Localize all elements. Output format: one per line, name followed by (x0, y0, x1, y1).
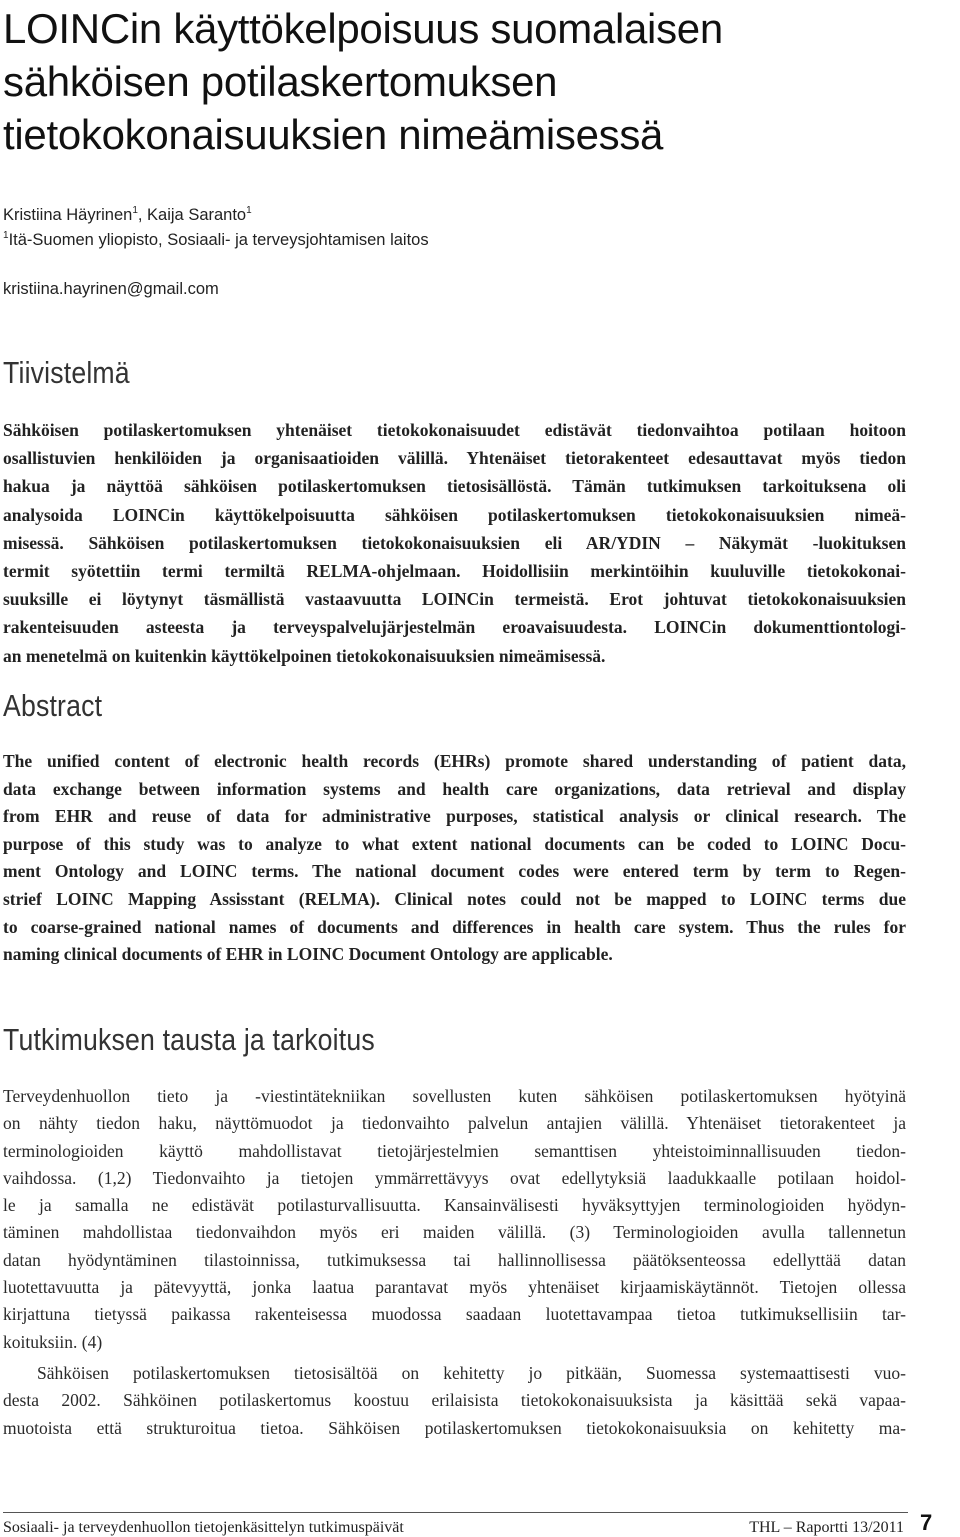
text-line: kirjattuna tietyssä paikassa rakenteisessa muodossa saadaan luotettavampaa tietoa tutkimuksellisiin tar- (3, 1304, 906, 1325)
text-line: to coarse-grained national names of documents and differences in health care system. Thus the rules for (3, 916, 906, 937)
text-line: muotoista että strukturoitua tietoa. Sähköisen potilaskertomuksen tietokokonaisuuksia on kehitetty ma- (3, 1417, 906, 1438)
text-line: koituksiin. (4) (3, 1331, 103, 1352)
title-line: sähköisen potilaskertomuksen (3, 58, 558, 105)
author-name: Kristiina Häyrinen (3, 206, 133, 224)
section-heading-abstract: Abstract (3, 688, 103, 723)
author-email[interactable]: kristiina.hayrinen@gmail.com (3, 280, 219, 298)
author-separator: , (137, 206, 148, 224)
text-line: Sähköisen potilaskertomuksen tietosisältöä on kehitetty jo pitkään, Suomessa systemaattisesti vuo- (37, 1363, 906, 1383)
text-line: osallistuvien henkilöiden ja organisaatioiden välillä. Yhtenäiset tietorakenteet edesauttavat myös tiedon (3, 448, 906, 469)
text-line: strief LOINC Mapping Assisstant (RELMA). Clinical notes could not be mapped to LOINC terms due (3, 888, 906, 909)
text-line: Terveydenhuollon tieto ja -viestintätekniikan sovellusten kuten sähköisen potilaskertomuksen hyötyinä (3, 1086, 906, 1106)
title-line: tietokokonaisuuksien nimeämisessä (3, 111, 664, 158)
text-line: data exchange between information systems and health care organizations, data retrieval and display (3, 778, 906, 799)
section-heading-tiivistelma: Tiivistelmä (3, 355, 130, 390)
text-line: naming clinical documents of EHR in LOINC Document Ontology are applicable. (3, 944, 613, 965)
affiliation-marker: 1 (3, 230, 9, 241)
text-line: termit syötettiin termi termiltä RELMA-ohjelmaan. Hoidollisiin merkintöihin kuuluville tietokokonai- (3, 561, 906, 582)
text-line: The unified content of electronic health records (EHRs) promote shared understanding of patient data, (3, 751, 906, 771)
author-affiliation-marker: 1 (132, 205, 138, 216)
author-name: Kaija Saranto (147, 206, 247, 224)
affiliation-text: Itä-Suomen yliopisto, Sosiaali- ja terveysjohtamisen laitos (8, 231, 429, 249)
body-paragraph-2 (3, 1360, 906, 1442)
text-line: terminologioiden käyttö mahdollistavat tietojärjestelmien semanttisen yhteistoiminnallisuuden tiedon- (3, 1140, 906, 1161)
paper-title (3, 2, 903, 161)
text-line: desta 2002. Sähköinen potilaskertomus koostuu erilaisista tietokokonaisuuksista ja käsittää sekä vapaa- (3, 1390, 906, 1411)
text-line: hakua ja näyttöä sähköisen potilaskertomuksen tietosisällöstä. Tämän tutkimuksen tarkoituksena oli (3, 476, 906, 497)
text-line: vaihdossa. (1,2) Tiedonvaihto ja tietojen ymmärrettävyys ovat edellytyksiä laadukkaalle potilaan hoidol- (3, 1167, 906, 1188)
text-line: on nähty tiedon haku, näyttömuodot ja tiedonvaihto palvelun antajien välillä. Yhtenäiset tietorakenteet ja (3, 1113, 906, 1134)
title-line: LOINCin käyttökelpoisuus suomalaisen (3, 5, 723, 52)
text-line: ment Ontology and LOINC terms. The national document codes were entered term by term to Regen- (3, 861, 906, 882)
body-paragraph-1 (3, 1083, 906, 1356)
text-line: suuksille ei löytynyt täsmällistä vastaavuutta LOINCin termeistä. Erot johtuvat tietokokonaisuuksien (3, 589, 906, 610)
finnish-abstract (3, 416, 906, 670)
author-names (3, 203, 429, 228)
text-line: luotettavuutta ja pätevyyttä, jonka laatua parantavat myös yhtenäiset kirjaamiskäytännöt. Tietojen ollessa (3, 1277, 906, 1298)
section-heading-tausta: Tutkimuksen tausta ja tarkoitus (3, 1022, 375, 1057)
text-line: Sähköisen potilaskertomuksen yhtenäiset tietokokonaisuudet edistävät tiedonvaihtoa potilaan hoitoon (3, 420, 906, 440)
footer-report: THL – Raportti 13/2011 (749, 1519, 904, 1536)
footer-conference: Sosiaali- ja terveydenhuollon tietojenkäsittelyn tutkimuspäivät (3, 1519, 404, 1536)
footer-divider (3, 1512, 908, 1513)
text-line: an menetelmä on kuitenkin käyttökelpoinen tietokokonaisuuksien nimeämisessä. (3, 645, 606, 666)
english-abstract (3, 748, 906, 969)
text-line: rakenteisuuden asteesta ja terveyspalvelujärjestelmän eroavaisuudesta. LOINCin dokumenttiontologi- (3, 617, 906, 638)
text-line: from EHR and reuse of data for administrative purposes, statistical analysis or clinical research. The (3, 806, 906, 827)
affiliation (3, 228, 429, 253)
text-line: täminen mahdollistaa tiedonvaihdon myös eri maiden välillä. (3) Terminologioiden avulla tallennetun (3, 1222, 906, 1243)
text-line: le ja samalla ne edistävät potilasturvallisuutta. Kansainvälisesti hyväksyttyjen terminologioiden hyödyn- (3, 1195, 906, 1216)
author-affiliation-marker: 1 (246, 205, 252, 216)
text-line: purpose of this study was to analyze to what extent national documents can be coded to LOINC Docu- (3, 833, 906, 854)
author-block (3, 203, 429, 253)
text-line: analysoida LOINCin käyttökelpoisuutta sähköisen potilaskertomuksen tietokokonaisuuksien nimeä- (3, 504, 906, 525)
text-line: misessä. Sähköisen potilaskertomuksen tietokokonaisuuksien eli AR/YDIN – Näkymät -luokituksen (3, 532, 906, 553)
page-number: 7 (920, 1510, 933, 1535)
text-line: datan hyödyntäminen tilastoinnissa, tutkimuksessa tai hallinnollisessa päätöksenteossa edellyttää datan (3, 1249, 906, 1270)
